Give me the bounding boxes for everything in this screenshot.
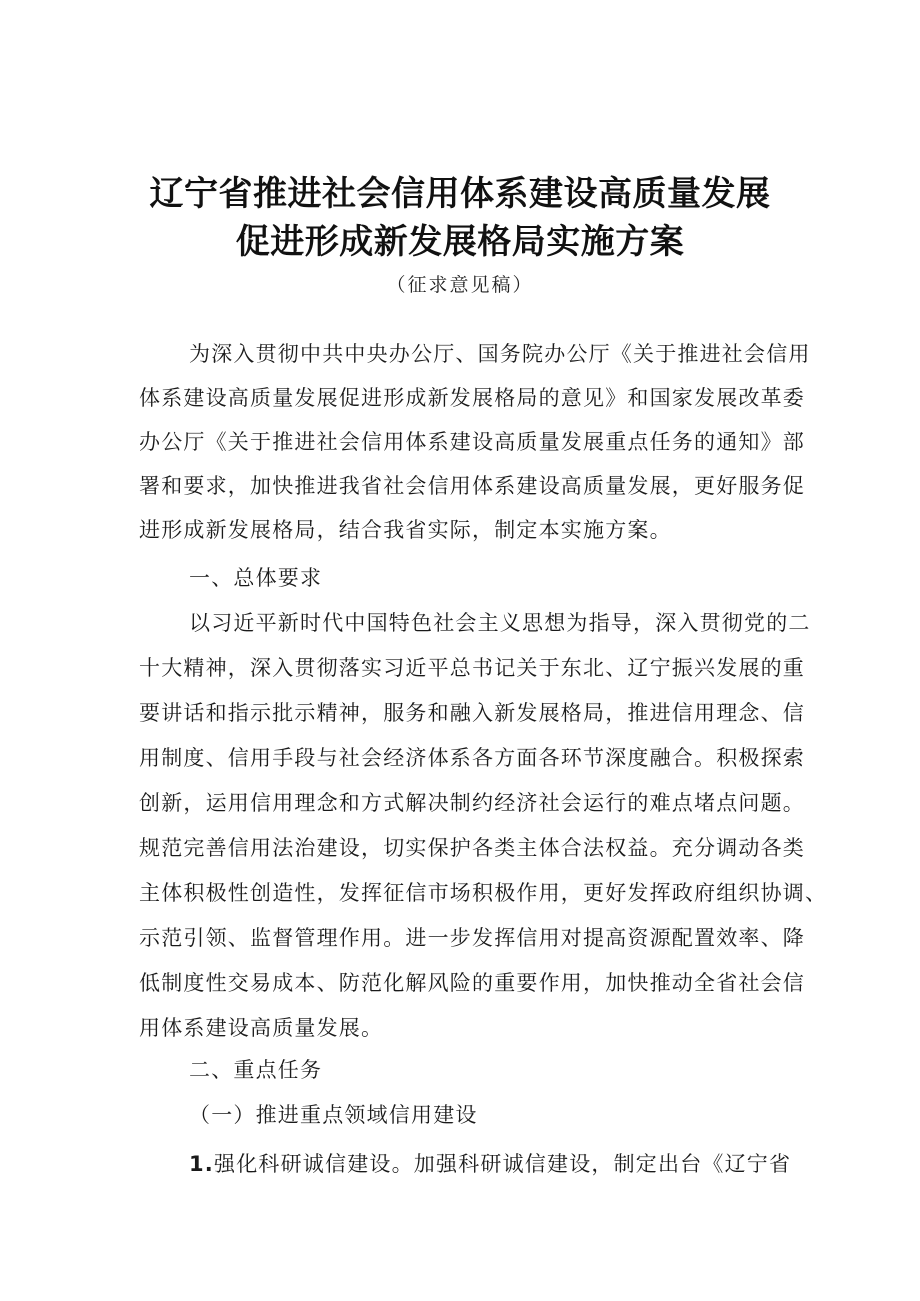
item-number: 1.: [189, 1152, 214, 1176]
item-1-line: [189, 1148, 791, 1178]
section1-line: 要讲话和指示批示精神，服务和融入新发展格局，推进信用理念、信: [139, 701, 805, 725]
intro-line: 进形成新发展格局，结合我省实际，制定本实施方案。: [139, 518, 672, 542]
intro-line: 办公厅《关于推进社会信用体系建设高质量发展重点任务的通知》部: [139, 430, 805, 454]
intro-line: 体系建设高质量发展促进形成新发展格局的意见》和国家发展改革委: [139, 386, 805, 410]
document-title-line2: 促进形成新发展格局实施方案: [235, 222, 685, 262]
section1-line: 规范完善信用法治建设，切实保护各类主体合法权益。充分调动各类: [139, 836, 805, 860]
section1-line: 创新，运用信用理念和方式解决制约经济社会运行的难点堵点问题。: [139, 791, 805, 815]
section1-line: 示范引领、监督管理作用。进一步发挥信用对提高资源配置效率、降: [139, 926, 805, 950]
intro-line: 署和要求，加快推进我省社会信用体系建设高质量发展，更好服务促: [139, 474, 805, 498]
section1-line: 主体积极性创造性，发挥征信市场积极作用，更好发挥政府组织协调、: [139, 881, 828, 905]
section1-line: 以习近平新时代中国特色社会主义思想为指导，深入贯彻党的二: [189, 611, 811, 635]
section1-line: 用制度、信用手段与社会经济体系各方面各环节深度融合。积极探索: [139, 746, 805, 770]
intro-line: 为深入贯彻中共中央办公厅、国务院办公厅《关于推进社会信用: [189, 342, 811, 366]
section1-line: 十大精神，深入贯彻落实习近平总书记关于东北、辽宁振兴发展的重: [139, 656, 805, 680]
item-text: 强化科研诚信建设。加强科研诚信建设，制定出台《辽宁省: [214, 1152, 792, 1176]
document-subtitle: （征求意见稿）: [386, 274, 534, 296]
document-title-line1: 辽宁省推进社会信用体系建设高质量发展: [149, 174, 771, 214]
section-heading-text: 二、重点任务: [189, 1058, 323, 1082]
section1-line: 低制度性交易成本、防范化解风险的重要作用，加快推动全省社会信: [139, 971, 805, 995]
section1-line: 用体系建设高质量发展。: [139, 1016, 384, 1040]
section-heading-text: 一、总体要求: [189, 566, 323, 590]
subsection-heading-text: （一）推进重点领域信用建设: [189, 1103, 478, 1127]
